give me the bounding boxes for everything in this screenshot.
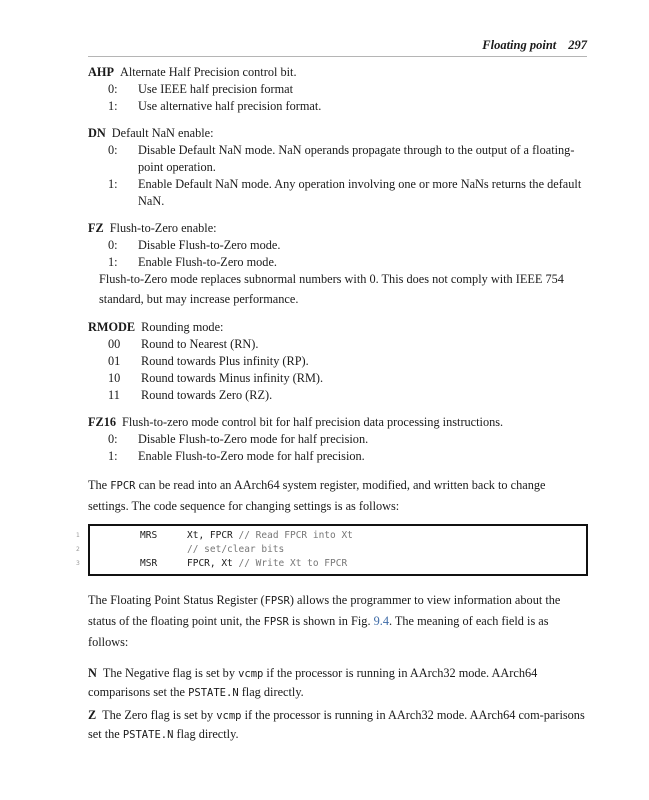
instruction-name: vcmp xyxy=(216,710,242,722)
option-key: 1: xyxy=(108,255,118,269)
field-dn xyxy=(88,125,588,210)
field-desc: Flush-to-Zero enable: xyxy=(109,221,217,235)
option-text: Round towards Minus infinity (RM). xyxy=(141,371,324,385)
line-number: 1 xyxy=(76,532,80,539)
field-fz xyxy=(88,220,588,309)
text-run: The xyxy=(88,478,111,492)
code-comment: // Write Xt to FPCR xyxy=(238,558,348,569)
flag-n xyxy=(88,664,588,702)
text-run: The Floating Point Status Register ( xyxy=(88,593,265,607)
option-key: 0: xyxy=(108,82,118,96)
paragraph-fpcr xyxy=(88,475,588,516)
option-text: Disable Flush-to-Zero mode. xyxy=(138,238,281,252)
option-item xyxy=(88,81,588,98)
option-item xyxy=(88,336,588,353)
field-note: Flush-to-Zero mode replaces subnormal numbers with 0. This does not comply with IEEE 754 standard, but may increase performance. xyxy=(99,272,564,306)
option-text: Disable Flush-to-Zero mode for half precision. xyxy=(138,432,369,446)
option-key: 1: xyxy=(108,99,118,113)
flag-z xyxy=(88,706,588,744)
field-desc: Rounding mode: xyxy=(141,320,224,334)
option-key: 1: xyxy=(108,177,118,191)
option-item xyxy=(88,142,588,176)
code-line xyxy=(76,543,586,557)
register-name: FPSR xyxy=(264,595,290,607)
text-run: can be read into an AArch64 system register, modified, and written back to change settings. The code sequence for changing settings is as follows: xyxy=(88,478,546,513)
option-text: Round towards Plus infinity (RP). xyxy=(141,354,309,368)
code-line xyxy=(76,529,586,543)
option-text: Enable Flush-to-Zero mode for half precision. xyxy=(138,449,365,463)
option-key: 0: xyxy=(108,143,118,157)
code-box xyxy=(76,524,588,576)
code-line xyxy=(76,557,586,571)
option-text: Use IEEE half precision format xyxy=(138,82,294,96)
code-comment: // Read FPCR into Xt xyxy=(238,530,353,541)
line-number: 2 xyxy=(76,546,80,553)
paragraph-fpsr xyxy=(88,590,588,652)
field-name: AHP xyxy=(88,65,114,79)
code-op: MRS xyxy=(140,530,158,541)
code-op xyxy=(90,543,187,557)
page-number: 297 xyxy=(568,38,587,52)
text-run: . The meaning of each field is as follows: xyxy=(88,614,549,649)
option-text: Use alternative half precision format. xyxy=(138,99,322,113)
option-item xyxy=(88,448,588,465)
field-name: DN xyxy=(88,126,106,140)
option-key: 1: xyxy=(108,449,118,463)
page-body xyxy=(76,64,588,744)
code-comment: // set/clear bits xyxy=(187,544,285,555)
text-run: if the processor is running in AArch32 mode. AArch64 com-parisons set the xyxy=(88,708,585,741)
field-fz16 xyxy=(88,414,588,465)
register-name: FPSR xyxy=(263,616,289,628)
option-item xyxy=(88,387,588,404)
flag-name: Z xyxy=(88,708,97,722)
field-name: FZ16 xyxy=(88,415,117,429)
field-desc: Flush-to-zero mode control bit for half precision data processing instructions. xyxy=(122,415,504,429)
text-run: ) allows the programmer to view information about the status of the floating point unit, the xyxy=(88,593,561,628)
field-desc: Default NaN enable: xyxy=(111,126,214,140)
text-run: flag directly. xyxy=(173,727,239,741)
option-text: Disable Default NaN mode. NaN operands propagate through to the output of a floating-point operation. xyxy=(138,143,575,174)
option-item xyxy=(88,431,588,448)
register-name: FPCR xyxy=(110,480,136,492)
option-text: Enable Default NaN mode. Any operation involving one or more NaNs returns the default NaN. xyxy=(138,177,582,208)
option-text: Round to Nearest (RN). xyxy=(141,337,259,351)
flag-name: N xyxy=(88,666,97,680)
option-text: Round towards Zero (RZ). xyxy=(141,388,273,402)
option-item xyxy=(88,98,588,115)
instruction-name: vcmp xyxy=(238,668,264,680)
option-item xyxy=(88,176,588,210)
text-run: The Zero flag is set by xyxy=(102,708,217,722)
option-item xyxy=(88,237,588,254)
text-run: The Negative flag is set by xyxy=(102,666,239,680)
field-desc: Alternate Half Precision control bit. xyxy=(119,65,297,79)
register-name: PSTATE.N xyxy=(188,687,239,699)
text-run: flag directly. xyxy=(238,685,304,699)
field-ahp xyxy=(88,64,588,115)
code-args: Xt, FPCR xyxy=(187,530,233,541)
option-key: 01 xyxy=(108,354,121,368)
code-listing xyxy=(76,524,588,576)
field-name: FZ xyxy=(88,221,104,235)
field-name: RMODE xyxy=(88,320,136,334)
option-key: 11 xyxy=(108,388,120,402)
text-run: is shown in Fig. xyxy=(288,614,374,628)
option-key: 10 xyxy=(108,371,121,385)
option-key: 0: xyxy=(108,238,118,252)
register-name: PSTATE.N xyxy=(122,729,174,741)
option-item xyxy=(88,353,588,370)
option-item xyxy=(88,370,588,387)
option-key: 0: xyxy=(108,432,118,446)
code-args: FPCR, Xt xyxy=(187,558,233,569)
figure-link[interactable]: 9.4 xyxy=(373,614,389,628)
field-rmode xyxy=(88,319,588,404)
option-key: 00 xyxy=(108,337,121,351)
option-text: Enable Flush-to-Zero mode. xyxy=(138,255,277,269)
line-number: 3 xyxy=(76,560,80,567)
text-run: if the processor is running in AArch32 mode. AArch64 comparisons set the xyxy=(88,666,538,699)
running-header xyxy=(88,38,587,57)
code-op: MSR xyxy=(140,558,158,569)
header-title: Floating point xyxy=(482,38,557,52)
